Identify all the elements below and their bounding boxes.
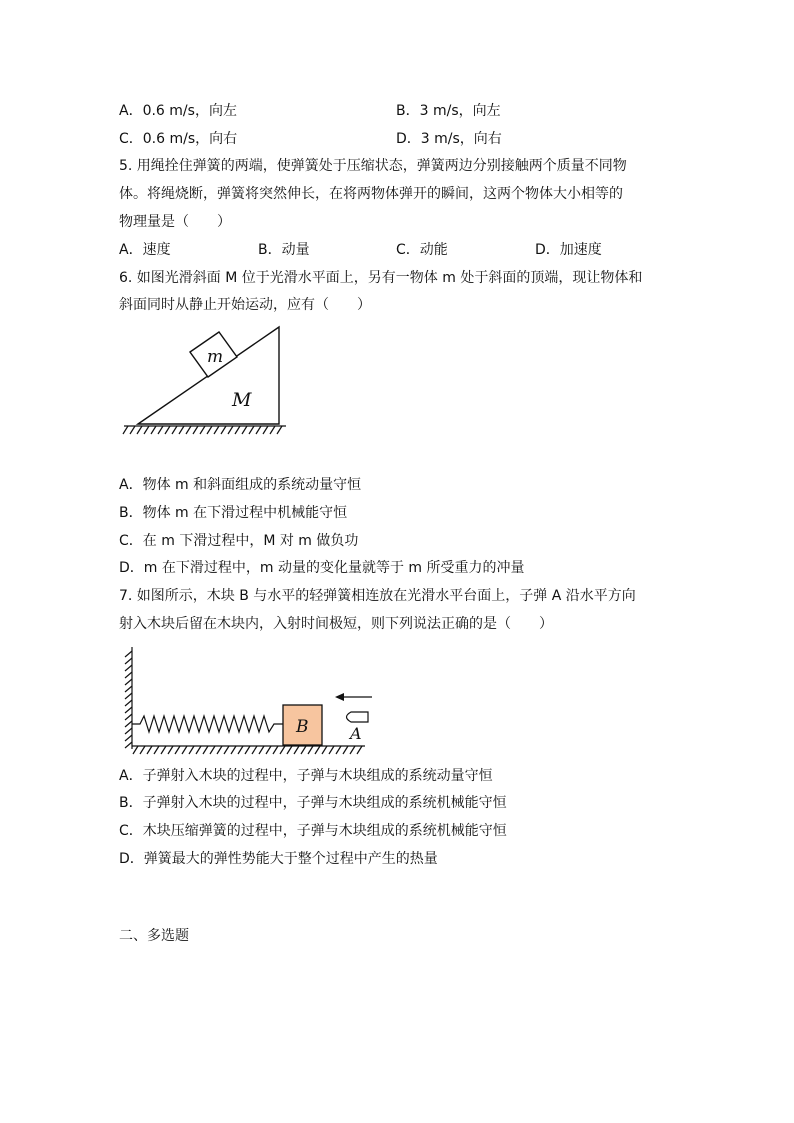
q4-option-d: D．3 m/s，向右 bbox=[396, 131, 502, 147]
q5-option-d: D．加速度 bbox=[535, 242, 602, 258]
incline-m-label: M bbox=[232, 389, 252, 411]
q7-stem-line-1: 7. 如图所示，木块 B 与水平的轻弹簧相连放在光滑水平台面上，子弹 A 沿水平方向 bbox=[119, 588, 636, 604]
floor-hatching bbox=[132, 746, 365, 754]
q5-option-c: C．动能 bbox=[396, 242, 448, 258]
velocity-arrow-icon bbox=[335, 693, 372, 701]
q6-stem-line-2: 斜面同时从静止开始运动，应有（ ） bbox=[119, 297, 371, 313]
q7-option-d: D．弹簧最大的弹性势能大于整个过程中产生的热量 bbox=[119, 851, 438, 867]
q5-stem-line-1: 5. 用绳拴住弹簧的两端，使弹簧处于压缩状态，弹簧两边分别接触两个质量不同物 bbox=[119, 158, 627, 174]
incline-figure bbox=[120, 320, 290, 440]
q5-option-b: B．动量 bbox=[258, 242, 310, 258]
q4-option-c: C．0.6 m/s，向右 bbox=[119, 131, 238, 147]
block-b-label: B bbox=[296, 717, 309, 737]
q7-option-c: C．木块压缩弹簧的过程中，子弹与木块组成的系统机械能守恒 bbox=[119, 823, 507, 839]
q5-stem-line-2: 体。将绳烧断，弹簧将突然伸长，在将两物体弹开的瞬间，这两个物体大小相等的 bbox=[119, 186, 623, 202]
ground-hatching bbox=[123, 426, 286, 434]
bullet-a-label: A bbox=[350, 724, 362, 743]
spring bbox=[132, 716, 283, 732]
block-m-label: m bbox=[207, 347, 224, 367]
q7-option-b: B．子弹射入木块的过程中，子弹与木块组成的系统机械能守恒 bbox=[119, 795, 507, 811]
q6-option-c: C．在 m 下滑过程中，M 对 m 做负功 bbox=[119, 533, 359, 549]
q7-stem-line-2: 射入木块后留在木块内，入射时间极短，则下列说法正确的是（ ） bbox=[119, 616, 553, 632]
wall-hatching bbox=[125, 647, 132, 749]
q5-option-a: A．速度 bbox=[119, 242, 171, 258]
q6-option-a: A．物体 m 和斜面组成的系统动量守恒 bbox=[119, 477, 362, 493]
section-2-heading: 二、多选题 bbox=[119, 928, 189, 944]
q6-stem-line-1: 6. 如图光滑斜面 M 位于光滑水平面上，另有一物体 m 处于斜面的顶端，现让物体和 bbox=[119, 270, 643, 286]
q6-option-b: B．物体 m 在下滑过程中机械能守恒 bbox=[119, 505, 348, 521]
spring-block-figure bbox=[120, 645, 390, 760]
q5-stem-line-3: 物理量是（ ） bbox=[119, 214, 231, 230]
bullet-a bbox=[347, 712, 369, 722]
q4-option-a: A．0.6 m/s，向左 bbox=[119, 103, 237, 119]
q7-option-a: A．子弹射入木块的过程中，子弹与木块组成的系统动量守恒 bbox=[119, 768, 493, 784]
q6-option-d: D．m 在下滑过程中，m 动量的变化量就等于 m 所受重力的冲量 bbox=[119, 560, 525, 576]
q4-option-b: B．3 m/s，向左 bbox=[396, 103, 501, 119]
